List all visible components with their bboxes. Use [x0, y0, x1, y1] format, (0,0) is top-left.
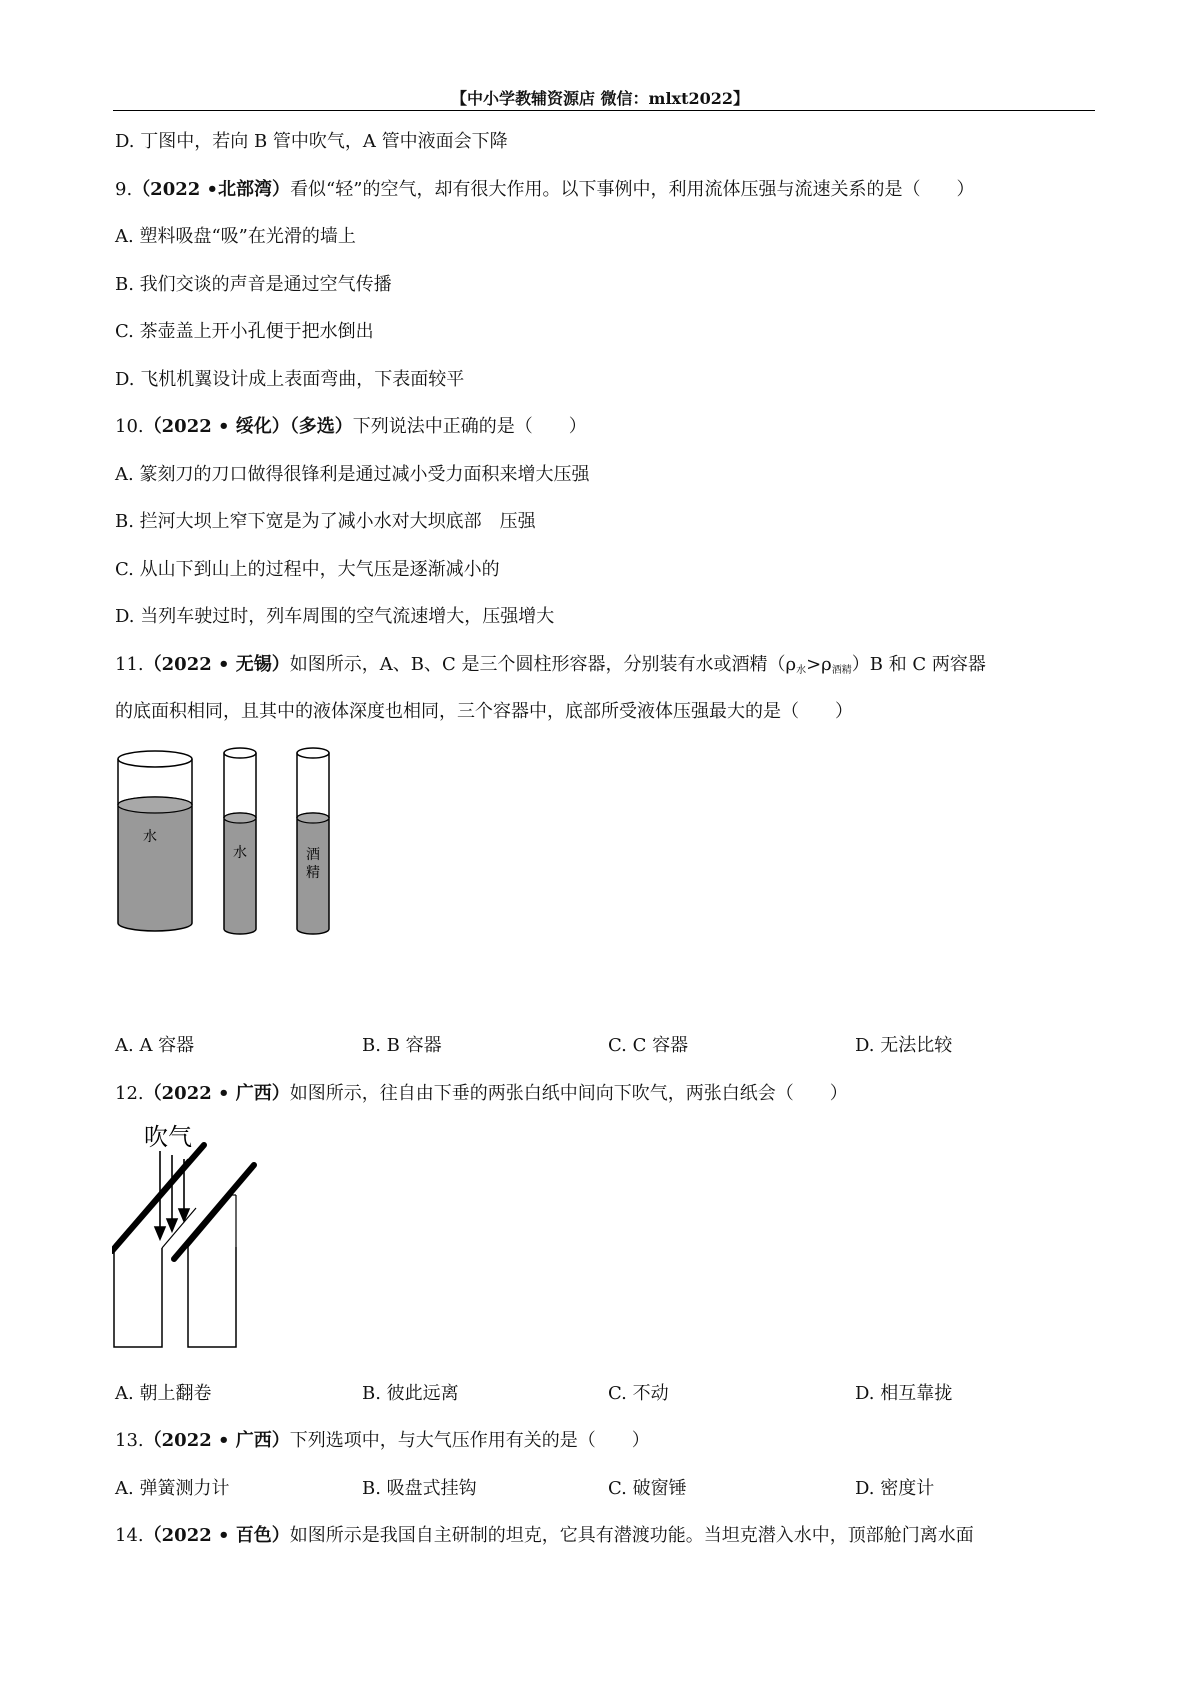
container-a-label: 水 — [143, 829, 157, 845]
q12-option-c: C. 不动 — [608, 1383, 669, 1404]
q13-option-a: A. 弹簧测力计 — [115, 1478, 230, 1499]
blow-label: 吹气 — [144, 1123, 192, 1151]
q13-stem-line — [115, 1426, 650, 1452]
q14-stem: 如图所示是我国自主研制的坦克，它具有潜渡功能。当坦克潜入水中，顶部舱门离水面 — [289, 1525, 974, 1546]
q11-source: （2022 • 无锡） — [143, 654, 290, 675]
q10-option-d: D. 当列车驶过时，列车周围的空气流速增大，压强增大 — [115, 606, 555, 627]
q11-stem-line-2: 的底面积相同，且其中的液体深度也相同，三个容器中，底部所受液体压强最大的是（ ） — [115, 701, 853, 722]
q12-stem: 如图所示，往自由下垂的两张白纸中间向下吹气，两张白纸会（ ） — [289, 1083, 848, 1104]
q12-source: （2022 • 广西） — [143, 1083, 290, 1104]
q11-stem-1-end: ）B 和 C 两容器 — [851, 654, 986, 675]
container-c — [297, 748, 329, 934]
q11-option-d: D. 无法比较 — [855, 1035, 953, 1056]
q10-number: 10. — [115, 416, 144, 437]
container-b — [224, 748, 256, 934]
q11-option-a: A. A 容器 — [115, 1035, 195, 1056]
q9-stem: 看似“轻”的空气，却有很大作用。以下事例中，利用流体压强与流速关系的是（ ） — [290, 179, 975, 200]
q10-option-b: B. 拦河大坝上窄下宽是为了减小水对大坝底部 压强 — [115, 511, 536, 532]
q9-stem-line — [115, 175, 974, 201]
q9-source: （2022 •北部湾） — [132, 179, 291, 200]
q11-number: 11. — [115, 654, 144, 675]
q8-option-d: D. 丁图中，若向 B 管中吹气，A 管中液面会下降 — [115, 131, 508, 152]
container-b-label: 水 — [233, 845, 247, 861]
q9-option-c: C. 茶壶盖上开小孔便于把水倒出 — [115, 321, 374, 342]
q9-number: 9. — [115, 179, 133, 200]
q12-paper-figure — [112, 1115, 262, 1360]
q14-source: （2022 • 百色） — [143, 1525, 290, 1546]
q13-option-c: C. 破窗锤 — [608, 1478, 687, 1499]
page-header: 【中小学教辅资源店 微信：mlxt2022】 — [450, 89, 750, 108]
q14-stem-line — [115, 1521, 974, 1547]
q12-option-b: B. 彼此远离 — [362, 1383, 459, 1404]
q13-option-d: D. 密度计 — [855, 1478, 935, 1499]
q11-sub-alcohol: 酒精 — [831, 665, 852, 676]
airflow-arrows — [155, 1151, 189, 1239]
q13-source: （2022 • 广西） — [143, 1430, 290, 1451]
container-c-label-1: 酒 — [306, 847, 320, 863]
q10-stem: 下列说法中正确的是（ ） — [352, 416, 587, 437]
q9-option-b: B. 我们交谈的声音是通过空气传播 — [115, 274, 392, 295]
q9-option-d: D. 飞机机翼设计成上表面弯曲，下表面较平 — [115, 369, 465, 390]
q13-stem: 下列选项中，与大气压作用有关的是（ ） — [289, 1430, 650, 1451]
q13-option-b: B. 吸盘式挂钩 — [362, 1478, 477, 1499]
q11-containers-figure — [110, 745, 335, 945]
q11-sub-water: 水 — [796, 665, 807, 676]
container-c-label-2: 精 — [306, 865, 320, 881]
q12-stem-line — [115, 1079, 848, 1105]
q10-source: （2022 • 绥化）（多选） — [143, 416, 353, 437]
q11-stem-line-1 — [115, 650, 986, 676]
q12-option-d: D. 相互靠拢 — [855, 1383, 953, 1404]
q13-number: 13. — [115, 1430, 144, 1451]
q12-number: 12. — [115, 1083, 144, 1104]
q12-option-a: A. 朝上翻卷 — [115, 1383, 212, 1404]
q11-option-c: C. C 容器 — [608, 1035, 689, 1056]
q10-stem-line — [115, 412, 587, 438]
header-rule — [113, 110, 1095, 111]
q11-stem-1: 如图所示，A、B、C 是三个圆柱形容器，分别装有水或酒精（ρ — [289, 654, 797, 675]
q11-gt: >ρ — [806, 654, 832, 675]
q9-option-a: A. 塑料吸盘“吸”在光滑的墙上 — [115, 226, 356, 247]
q11-option-b: B. B 容器 — [362, 1035, 442, 1056]
q14-number: 14. — [115, 1525, 144, 1546]
q10-option-c: C. 从山下到山上的过程中，大气压是逐渐减小的 — [115, 559, 500, 580]
q10-option-a: A. 篆刻刀的刀口做得很锋利是通过减小受力面积来增大压强 — [115, 464, 590, 485]
